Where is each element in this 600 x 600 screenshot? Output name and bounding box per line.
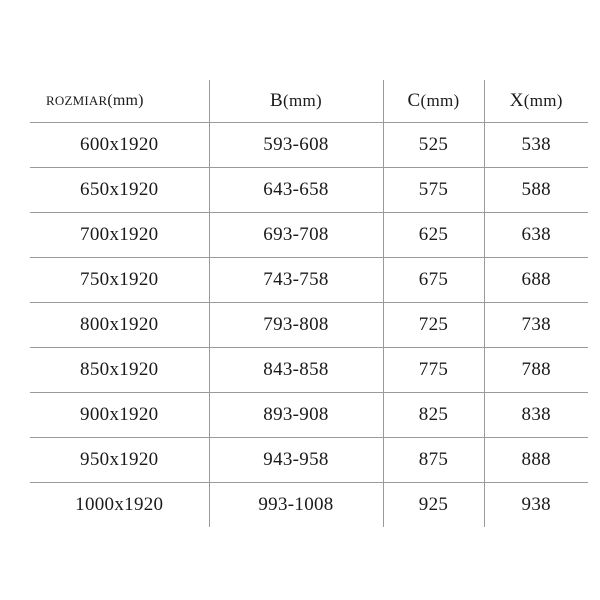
table-header: [30, 80, 588, 123]
b-cell: 993-1008: [209, 483, 383, 528]
table-row: [30, 303, 588, 348]
header-b: [209, 80, 383, 123]
b-cell: 893-908: [209, 393, 383, 438]
x-cell: 538: [484, 123, 588, 168]
size-cell: 850x1920: [30, 348, 209, 393]
x-cell: 788: [484, 348, 588, 393]
header-rozmiar: [30, 80, 209, 123]
c-cell: 725: [383, 303, 484, 348]
c-cell: 675: [383, 258, 484, 303]
header-c-label: C: [407, 90, 421, 111]
x-cell: 938: [484, 483, 588, 528]
header-b-unit: (mm): [283, 91, 322, 110]
x-cell: 738: [484, 303, 588, 348]
x-cell: 888: [484, 438, 588, 483]
x-cell: 838: [484, 393, 588, 438]
c-cell: 825: [383, 393, 484, 438]
size-cell: 950x1920: [30, 438, 209, 483]
table-row: [30, 393, 588, 438]
header-b-label: B: [270, 90, 283, 111]
header-c-unit: (mm): [420, 91, 460, 110]
x-cell: 688: [484, 258, 588, 303]
size-cell: 800x1920: [30, 303, 209, 348]
b-cell: 593-608: [209, 123, 383, 168]
c-cell: 875: [383, 438, 484, 483]
header-c: [383, 80, 484, 123]
table-row: [30, 348, 588, 393]
size-cell: 750x1920: [30, 258, 209, 303]
header-x-unit: (mm): [523, 91, 563, 110]
header-row: [30, 80, 588, 123]
x-cell: 638: [484, 213, 588, 258]
header-rozmiar-label: ROZMIAR: [46, 93, 108, 108]
table-row: [30, 438, 588, 483]
table-row: [30, 483, 588, 528]
b-cell: 693-708: [209, 213, 383, 258]
b-cell: 843-858: [209, 348, 383, 393]
b-cell: 743-758: [209, 258, 383, 303]
table-row: [30, 258, 588, 303]
header-x-label: X: [509, 90, 524, 111]
size-cell: 900x1920: [30, 393, 209, 438]
header-x: [484, 80, 588, 123]
table-row: [30, 213, 588, 258]
b-cell: 943-958: [209, 438, 383, 483]
c-cell: 575: [383, 168, 484, 213]
c-cell: 775: [383, 348, 484, 393]
c-cell: 525: [383, 123, 484, 168]
size-cell: 650x1920: [30, 168, 209, 213]
size-cell: 1000x1920: [75, 494, 164, 515]
c-cell: 625: [383, 213, 484, 258]
c-cell: 925: [383, 483, 484, 528]
b-cell: 643-658: [209, 168, 383, 213]
table-row: [30, 123, 588, 168]
table-row: [30, 168, 588, 213]
table-body: [30, 123, 588, 528]
size-table: [30, 80, 588, 527]
size-cell: 700x1920: [30, 213, 209, 258]
size-cell: 600x1920: [30, 123, 209, 168]
x-cell: 588: [484, 168, 588, 213]
b-cell: 793-808: [209, 303, 383, 348]
header-rozmiar-unit: (mm): [107, 92, 144, 109]
